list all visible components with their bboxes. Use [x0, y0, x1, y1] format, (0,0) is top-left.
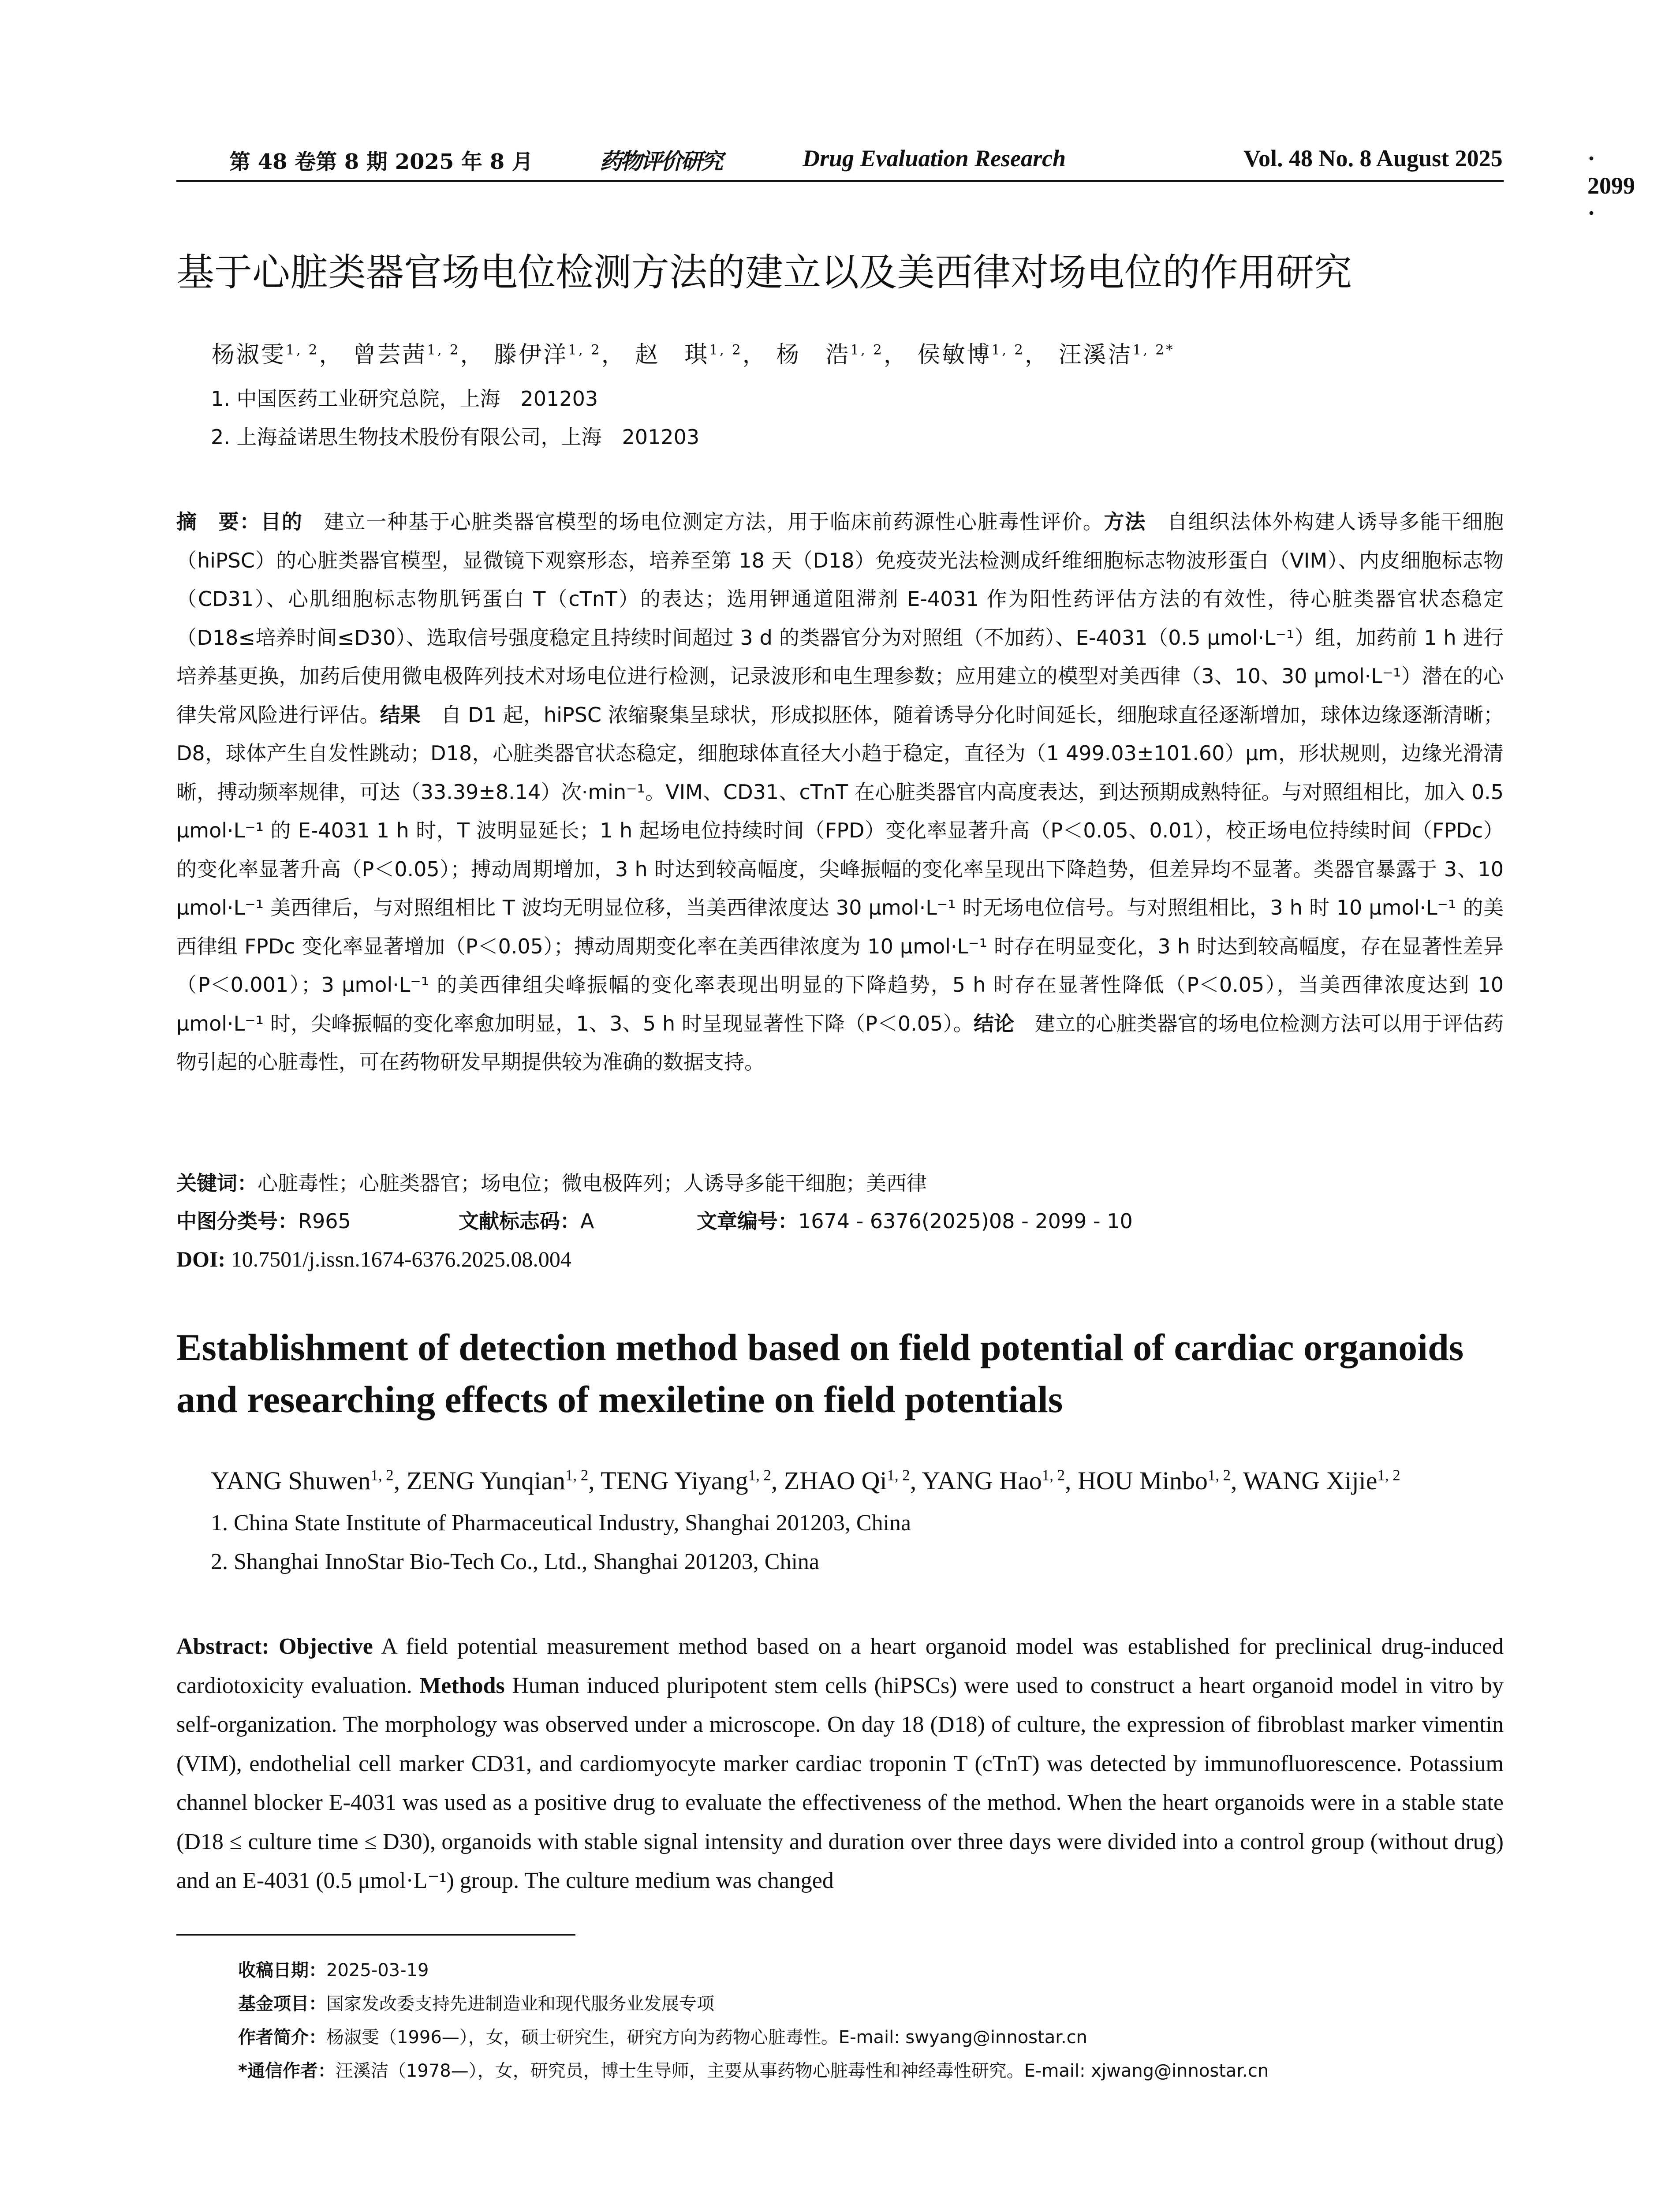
abstract-objective-label: Abstract: Objective — [176, 1634, 373, 1659]
clc-label: 中图分类号： — [176, 1209, 298, 1233]
article-number-value: 1674 - 6376(2025)08 - 2099 - 10 — [798, 1209, 1133, 1233]
journal-name: Drug Evaluation Research — [803, 145, 1066, 172]
author: YANG Shuwen$^{1, 2}$, — [211, 1466, 407, 1495]
author: ZHAO Qi$^{1, 2}$, — [784, 1466, 922, 1495]
english-affiliation-2: 2. Shanghai InnoStar Bio-Tech Co., Ltd., Shanghai 201203, China — [211, 1549, 819, 1574]
chinese-authors — [212, 336, 1175, 369]
author: 汪溪洁$^{1, 2*}$ — [1058, 342, 1175, 368]
article-metadata — [176, 1164, 1504, 1278]
footnote-corresponding: *通信作者：汪溪洁（1978—），女，研究员，博士生导师，主要从事药物心脏毒性和神经毒性研究。E-mail: xjwang@innostar.cn — [238, 2061, 1269, 2081]
english-title: Establishment of detection method based on field potential of cardiac organoids and researching effects of mexiletine on field potentials — [176, 1326, 1464, 1420]
conclusion-text: 建立的心脏类器官的场电位检测方法可以用于评估药物引起的心脏毒性，可在药物研发早期提供较为准确的数据支持。 — [176, 1011, 1504, 1074]
chinese-affiliation-1: 1. 中国医药工业研究总院，上海 201203 — [211, 387, 598, 411]
author: 杨淑雯$^{1, 2}$， — [212, 342, 344, 368]
footnotes — [238, 1954, 1504, 2088]
chinese-title: 基于心脏类器官场电位检测方法的建立以及美西律对场电位的作用研究 — [176, 250, 1352, 295]
footnote-funding: 基金项目：国家发改委支持先进制造业和现代服务业发展专项 — [238, 1994, 714, 2014]
results-label: 结果 — [380, 703, 421, 727]
keywords-label: 关键词： — [176, 1171, 258, 1195]
footnote-author-bio: 作者简介：杨淑雯（1996—），女，硕士研究生，研究方向为药物心脏毒性。E-mail: swyang@innostar.cn — [238, 2027, 1088, 2048]
keywords-value: 心脏毒性；心脏类器官；场电位；微电极阵列；人诱导多能干细胞；美西律 — [258, 1171, 927, 1195]
author: TENG Yiyang$^{1, 2}$, — [601, 1466, 784, 1495]
volume-info: Vol. 48 No. 8 August 2025 — [1243, 145, 1503, 172]
english-affiliation-1: 1. China State Institute of Pharmaceutical Industry, Shanghai 201203, China — [211, 1510, 911, 1536]
english-abstract — [176, 1627, 1504, 1901]
methods-text: Human induced pluripotent stem cells (hiPSCs) were used to construct a heart organoid model in vitro by self-organization. The morphology was observed under a microscope. On day 18 (D18) of culture, the expression of fibroblast marker vimentin (VIM), endothelial cell marker CD31, and cardiomyocyte marker cardiac troponin T (cTnT) was detected by immunofluorescence. Potassium channel blocker E-4031 was used as a positive drug to evaluate the effectiveness of the method. When the heart organoids were in a stable state (D18 ≤ culture time ≤ D30), organoids with stable signal intensity and duration over three days were divided into a control group (without drug) and an E-4031 (0.5 μmol·L⁻¹) group. The culture medium was changed — [176, 1673, 1504, 1893]
chinese-affiliation-2: 2. 上海益诺思生物技术股份有限公司，上海 201203 — [211, 425, 700, 449]
author: ZENG Yunqian$^{1, 2}$, — [406, 1466, 601, 1495]
doc-code-value: A — [580, 1209, 594, 1233]
objective-text: A field potential measurement method based on a heart organoid model was established for preclinical drug-induced cardiotoxicity evaluation. — [176, 1634, 1504, 1698]
conclusion-label: 结论 — [974, 1011, 1015, 1035]
author: 杨 浩$^{1, 2}$， — [776, 342, 908, 368]
author: 侯敏博$^{1, 2}$， — [917, 342, 1049, 368]
chinese-abstract — [176, 503, 1504, 1082]
journal-logo: 药物评价研究 — [600, 148, 721, 174]
objective-text: 建立一种基于心脏类器官模型的场电位测定方法，用于临床前药源性心脏毒性评价。 — [302, 510, 1104, 534]
methods-label: Methods — [419, 1673, 505, 1698]
article-number-label: 文章编号： — [697, 1209, 798, 1233]
author: HOU Minbo$^{1, 2}$, — [1078, 1466, 1243, 1495]
clc-value: R965 — [298, 1209, 351, 1233]
author: 滕伊洋$^{1, 2}$， — [494, 342, 626, 368]
methods-label: 方法 — [1104, 510, 1146, 534]
author: YANG Hao$^{1, 2}$, — [922, 1466, 1078, 1495]
footnote-received: 收稿日期：2025-03-19 — [238, 1960, 429, 1981]
footnote-divider — [176, 1934, 575, 1936]
doi-label: DOI: — [176, 1247, 226, 1271]
doc-code-label: 文献标志码： — [459, 1209, 580, 1233]
methods-text: 自组织法体外构建人诱导多能干细胞（hiPSC）的心脏类器官模型，显微镜下观察形态，培养至第 18 天（D18）免疫荧光法检测成纤维细胞标志物波形蛋白（VIM）、内皮细胞标志物（CD31）、心肌细胞标志物肌钙蛋白 T（cTnT）的表达；选用钾通道阻滞剂 E-4031 作为阳性药评估方法的有效性，待心脏类器官状态稳定（D18≤培养时间≤D30）、选取信号强度稳定且持续时间超过 3 d 的类器官分为对照组（不加药）、E-4031（0.5 μmol·L⁻¹）组，加药前 1 h 进行培养基更换，加药后使用微电极阵列技术对场电位进行检测，记录波形和电生理参数；应用建立的模型对美西律（3、10、30 μmol·L⁻¹）潜在的心律失常风险进行评估。 — [176, 510, 1504, 727]
doi-value: 10.7501/j.issn.1674-6376.2025.08.004 — [225, 1247, 571, 1271]
issue-info: 第 48 卷第 8 期 2025 年 8 月 — [229, 149, 533, 174]
objective-label: 目的 — [261, 510, 303, 534]
page-number: · 2099 · — [1587, 145, 1635, 226]
author: 赵 琪$^{1, 2}$， — [635, 342, 767, 368]
english-authors — [211, 1466, 1400, 1495]
keywords-line — [176, 1164, 1504, 1202]
author: 曾芸茜$^{1, 2}$， — [353, 342, 485, 368]
results-text: 自 D1 起，hiPSC 浓缩聚集呈球状，形成拟胚体，随着诱导分化时间延长，细胞球直径逐渐增加，球体边缘逐渐清晰；D8，球体产生自发性跳动；D18，心脏类器官状态稳定，细胞球体直径大小趋于稳定，直径为（1 499.03±101.60）μm，形状规则，边缘光滑清晰，搏动频率规律，可达（33.39±8.14）次·min⁻¹。VIM、CD31、cTnT 在心脏类器官内高度表达，到达预期成熟特征。与对照组相比，加入 0.5 μmol·L⁻¹ 的 E-4031 1 h 时，T 波明显延长；1 h 起场电位持续时间（FPD）变化率显著升高（P＜0.05、0.01），校正场电位持续时间（FPDc）的变化率显著升高（P＜0.05）；搏动周期增加，3 h 时达到较高幅度，尖峰振幅的变化率呈现出下降趋势，但差异均不显著。类器官暴露于 3、10 μmol·L⁻¹ 美西律后，与对照组相比 T 波均无明显位移，当美西律浓度达 30 μmol·L⁻¹ 时无场电位信号。与对照组相比，3 h 时 10 μmol·L⁻¹ 的美西律组 FPDc 变化率显著增加（P＜0.05）；搏动周期变化率在美西律浓度为 10 μmol·L⁻¹ 时存在明显变化，3 h 时达到较高幅度，存在显著性差异（P＜0.001）；3 μmol·L⁻¹ 的美西律组尖峰振幅的变化率表现出明显的下降趋势，5 h 时存在显著性降低（P＜0.05），当美西律浓度达到 10 μmol·L⁻¹ 时，尖峰振幅的变化率愈加明显，1、3、5 h 时呈现显著性下降（P＜0.05）。 — [176, 703, 1504, 1035]
doi-line — [176, 1240, 1504, 1278]
running-header — [176, 140, 1635, 226]
abstract-label: 摘 要： — [176, 510, 261, 534]
author: WANG Xijie$^{1, 2}$ — [1243, 1466, 1400, 1495]
classification-line — [176, 1202, 1504, 1240]
